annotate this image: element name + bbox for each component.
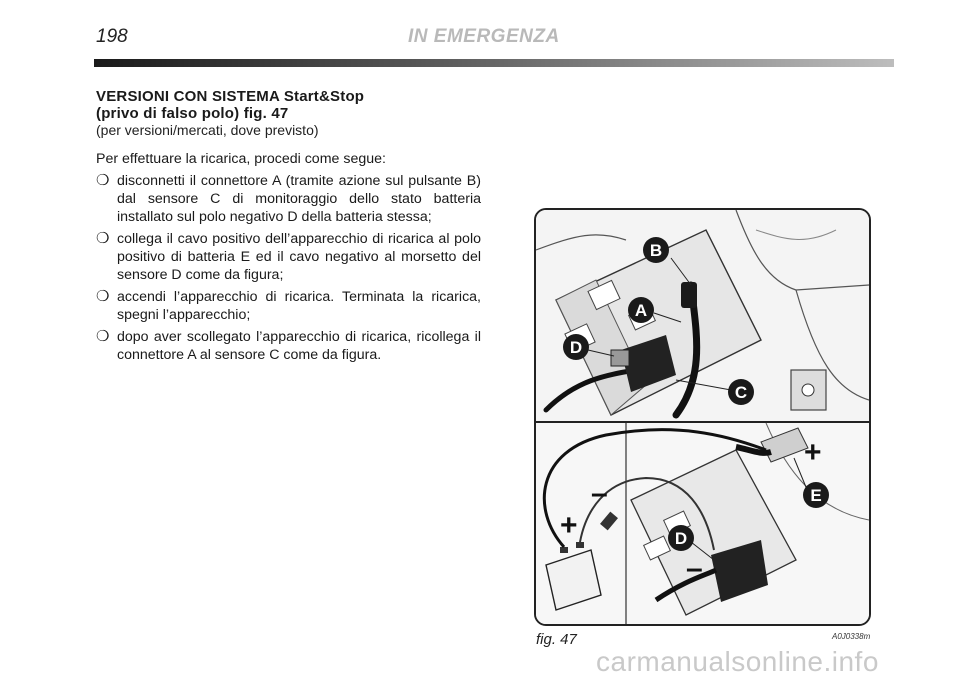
svg-text:C: C — [734, 383, 748, 402]
list-item: ❍ accendi l’apparecchio di ricarica. Terminata la ricarica, spegni l’apparecchio; — [96, 288, 481, 323]
list-item: ❍ disconnetti il connettore A (tramite azione sul pulsante B) dal sensore C di monitoraggio dello stato batteria installato sul polo negativo D della batteria stessa; — [96, 172, 481, 225]
section-heading-line2: (privo di falso polo) fig. 47 — [96, 105, 289, 122]
label-a — [628, 297, 654, 323]
svg-text:A: A — [634, 301, 648, 320]
section-heading-line1: VERSIONI CON SISTEMA Start&Stop — [96, 88, 365, 105]
running-head: IN EMERGENZA — [408, 26, 560, 47]
figure-code: A0J0338m — [832, 632, 871, 641]
bullet-icon: ❍ — [96, 328, 110, 345]
svg-text:E: E — [810, 486, 822, 505]
bullet-icon: ❍ — [96, 288, 110, 305]
label-d-bottom — [668, 525, 694, 551]
steps-list — [96, 172, 481, 364]
svg-text:D: D — [569, 338, 583, 357]
minus-sign-top: – — [591, 477, 608, 510]
label-d-top — [563, 334, 589, 360]
plus-sign-left: + — [560, 509, 578, 542]
watermark: carmanualsonline.info — [596, 646, 879, 677]
label-c — [728, 379, 754, 405]
header-rule — [94, 59, 894, 67]
minus-sign-bottom: – — [686, 552, 703, 585]
bullet-icon: ❍ — [96, 172, 110, 189]
svg-text:D: D — [674, 529, 688, 548]
list-item: ❍ dopo aver scollegato l’apparecchio di ricarica, ricollega il connettore A al sensore C come da figura. — [96, 328, 481, 363]
figure-47 — [534, 208, 871, 626]
svg-text:B: B — [649, 241, 663, 260]
plus-sign-right: + — [804, 436, 822, 469]
availability-note: (per versioni/mercati, dove previsto) — [96, 122, 319, 138]
list-item: ❍ collega il cavo positivo dell’apparecchio di ricarica al polo positivo di batteria E ed il cavo negativo al morsetto del sensore D come da figura; — [96, 230, 481, 283]
label-b — [643, 237, 669, 263]
battery-illustration — [536, 210, 869, 624]
label-e — [803, 482, 829, 508]
bullet-icon: ❍ — [96, 230, 110, 247]
intro-text: Per effettuare la ricarica, procedi come segue: — [96, 151, 386, 167]
text-column — [96, 88, 481, 368]
page-number: 198 — [96, 26, 128, 47]
figure-caption: fig. 47 — [536, 631, 577, 648]
